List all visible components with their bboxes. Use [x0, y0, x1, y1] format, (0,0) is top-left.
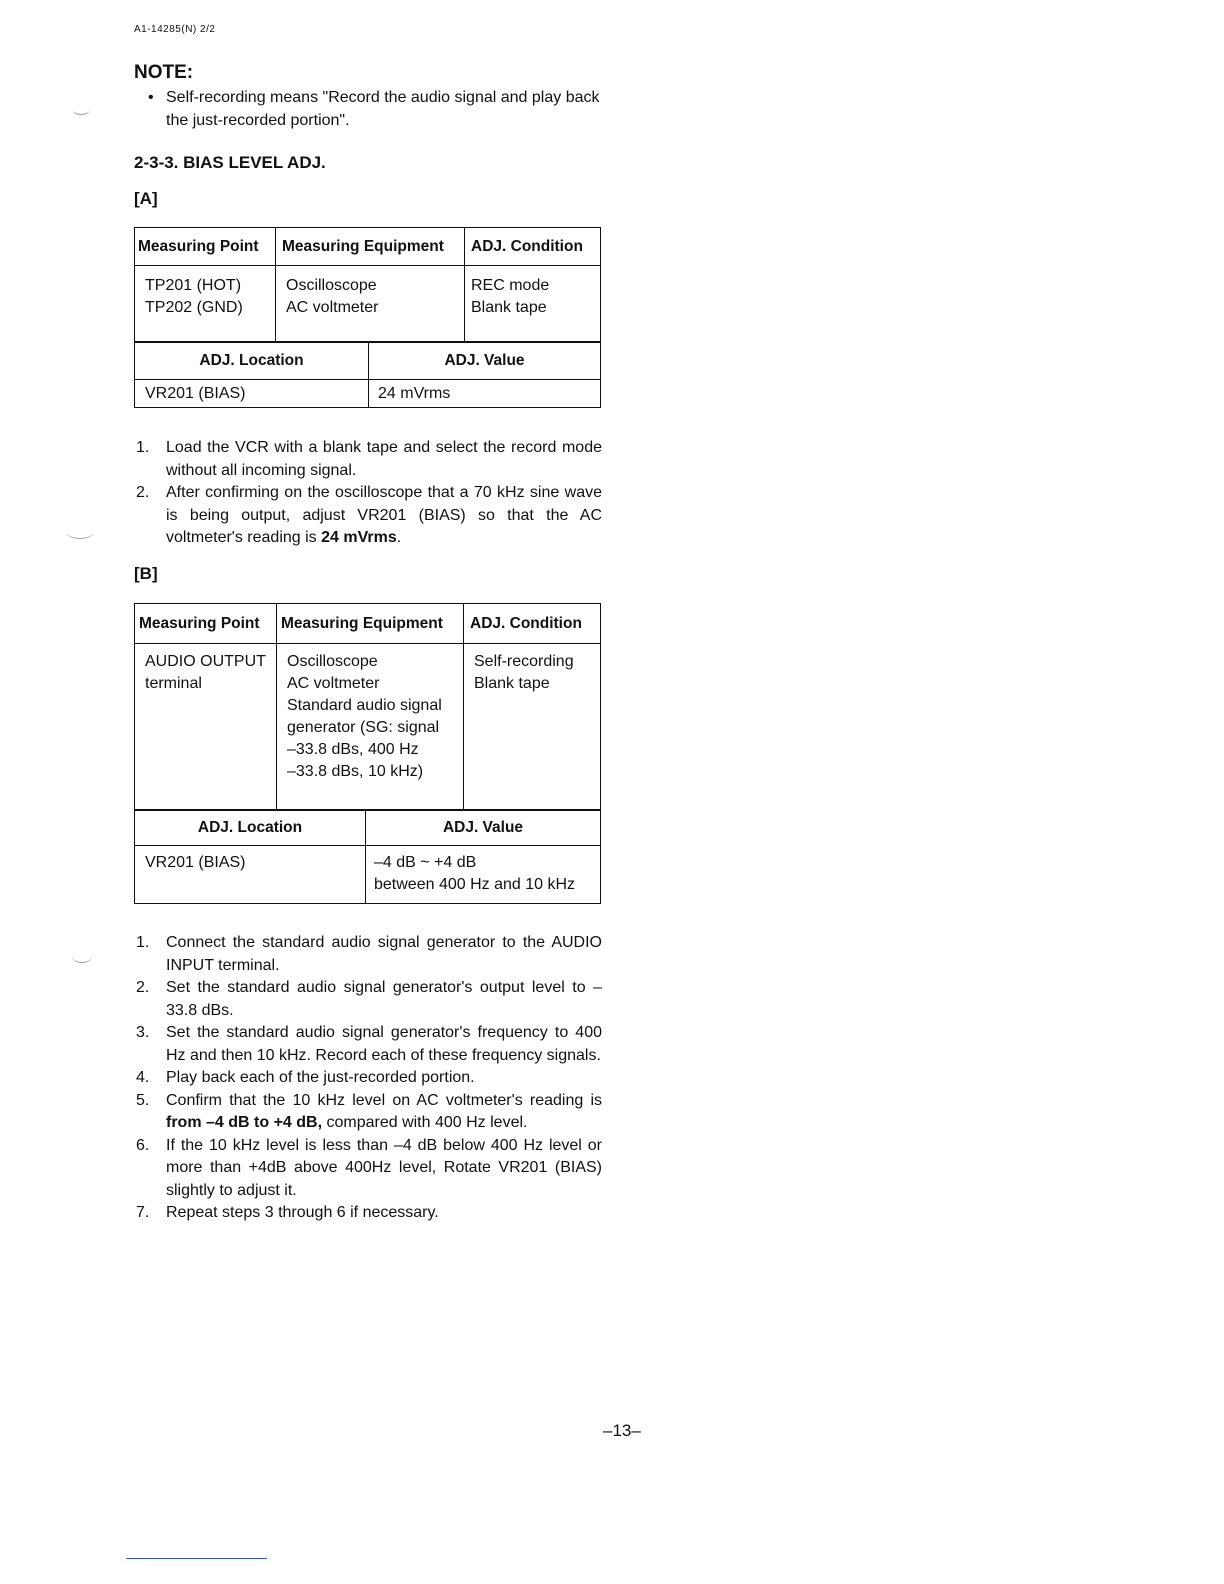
- header-measuring-point: Measuring Point: [135, 228, 276, 266]
- section-title: 2-3-3. BIAS LEVEL ADJ.: [134, 153, 326, 172]
- step-item: 3. Set the standard audio signal generator's frequency to 400 Hz and then 10 kHz. Record each of these frequency signals.: [136, 1024, 602, 1064]
- measuring-point-cell: [135, 266, 276, 342]
- condition-1: Self-recording: [474, 653, 574, 670]
- measuring-point-2: terminal: [145, 675, 202, 692]
- note-bullet: [148, 86, 608, 132]
- adj-value: 24 mVrms: [369, 380, 601, 408]
- scan-mark: [72, 104, 90, 115]
- header-adj-value: ADJ. Value: [366, 811, 601, 846]
- bullet-dot: •: [148, 89, 154, 106]
- scan-mark: [66, 524, 94, 539]
- document-id: A1-14285(N) 2/2: [134, 24, 216, 35]
- part-a-steps: [134, 437, 602, 550]
- step-item: 2. After confirming on the oscilloscope that a 70 kHz sine wave is being output, adjust VR201 (BIAS) so that the AC voltmeter's reading is 24 mVrms.: [136, 484, 602, 546]
- equipment-1: Oscilloscope: [286, 277, 377, 294]
- step-item: 1. Load the VCR with a blank tape and select the record mode without all incoming signal.: [136, 439, 602, 479]
- measuring-equipment-cell: [276, 266, 465, 342]
- part-a-label: [A]: [134, 189, 158, 208]
- measuring-equipment-cell: [277, 644, 464, 810]
- part-a-spec-table: [134, 227, 601, 342]
- adj-value-2: between 400 Hz and 10 kHz: [374, 876, 576, 893]
- header-adj-location: ADJ. Location: [135, 343, 369, 380]
- condition-2: Blank tape: [471, 299, 547, 316]
- scan-mark: [72, 950, 92, 963]
- footer-rule: [126, 1558, 267, 1559]
- step-item: 7. Repeat steps 3 through 6 if necessary.: [136, 1204, 439, 1221]
- adj-value-1: –4 dB ~ +4 dB: [374, 854, 477, 871]
- part-b-label: [B]: [134, 564, 158, 583]
- equipment-2: AC voltmeter: [287, 675, 380, 692]
- note-text: Self-recording means "Record the audio signal and play back the just-recorded portion".: [166, 89, 600, 129]
- step-item: 4. Play back each of the just-recorded portion.: [136, 1069, 475, 1086]
- note-title: NOTE:: [134, 62, 194, 83]
- header-adj-condition: ADJ. Condition: [464, 604, 601, 644]
- step-item: 6. If the 10 kHz level is less than –4 dB below 400 Hz level or more than +4dB above 400Hz level, Rotate VR201 (BIAS) slightly to adjust it.: [136, 1136, 602, 1199]
- measuring-point-1: TP201 (HOT): [145, 277, 242, 294]
- equipment-5: –33.8 dBs, 400 Hz: [287, 741, 419, 758]
- adj-location-value: VR201 (BIAS): [135, 380, 369, 408]
- header-adj-value: ADJ. Value: [369, 343, 601, 380]
- part-b-steps: [134, 932, 602, 1225]
- equipment-1: Oscilloscope: [287, 653, 378, 670]
- adj-condition-cell: [465, 266, 601, 342]
- header-measuring-equipment: Measuring Equipment: [277, 604, 464, 644]
- header-adj-condition: ADJ. Condition: [465, 228, 601, 266]
- condition-2: Blank tape: [474, 675, 550, 692]
- adj-condition-cell: [464, 644, 601, 810]
- measuring-point-1: AUDIO OUTPUT: [145, 653, 266, 670]
- measuring-point-2: TP202 (GND): [145, 299, 243, 316]
- step-item: 5. Confirm that the 10 kHz level on AC voltmeter's reading is from –4 dB to +4 dB, compared with 400 Hz level.: [136, 1091, 602, 1131]
- page-number: –13–: [603, 1421, 641, 1440]
- header-adj-location: ADJ. Location: [135, 811, 366, 846]
- equipment-4: generator (SG: signal: [287, 719, 440, 736]
- equipment-2: AC voltmeter: [286, 299, 379, 316]
- step-item: 1. Connect the standard audio signal generator to the AUDIO INPUT terminal.: [136, 934, 602, 974]
- equipment-3: Standard audio signal: [287, 697, 442, 714]
- header-measuring-equipment: Measuring Equipment: [276, 228, 465, 266]
- adj-location-value: VR201 (BIAS): [135, 846, 366, 904]
- part-a-location-table: [134, 342, 601, 408]
- measuring-point-cell: [135, 644, 277, 810]
- part-b-location-table: [134, 810, 601, 904]
- header-measuring-point: Measuring Point: [135, 604, 277, 644]
- equipment-6: –33.8 dBs, 10 kHz): [287, 763, 424, 780]
- adj-value-cell: [366, 846, 601, 904]
- part-b-spec-table: [134, 603, 601, 810]
- condition-1: REC mode: [471, 277, 550, 294]
- step-item: 2. Set the standard audio signal generator's output level to –33.8 dBs.: [136, 979, 602, 1019]
